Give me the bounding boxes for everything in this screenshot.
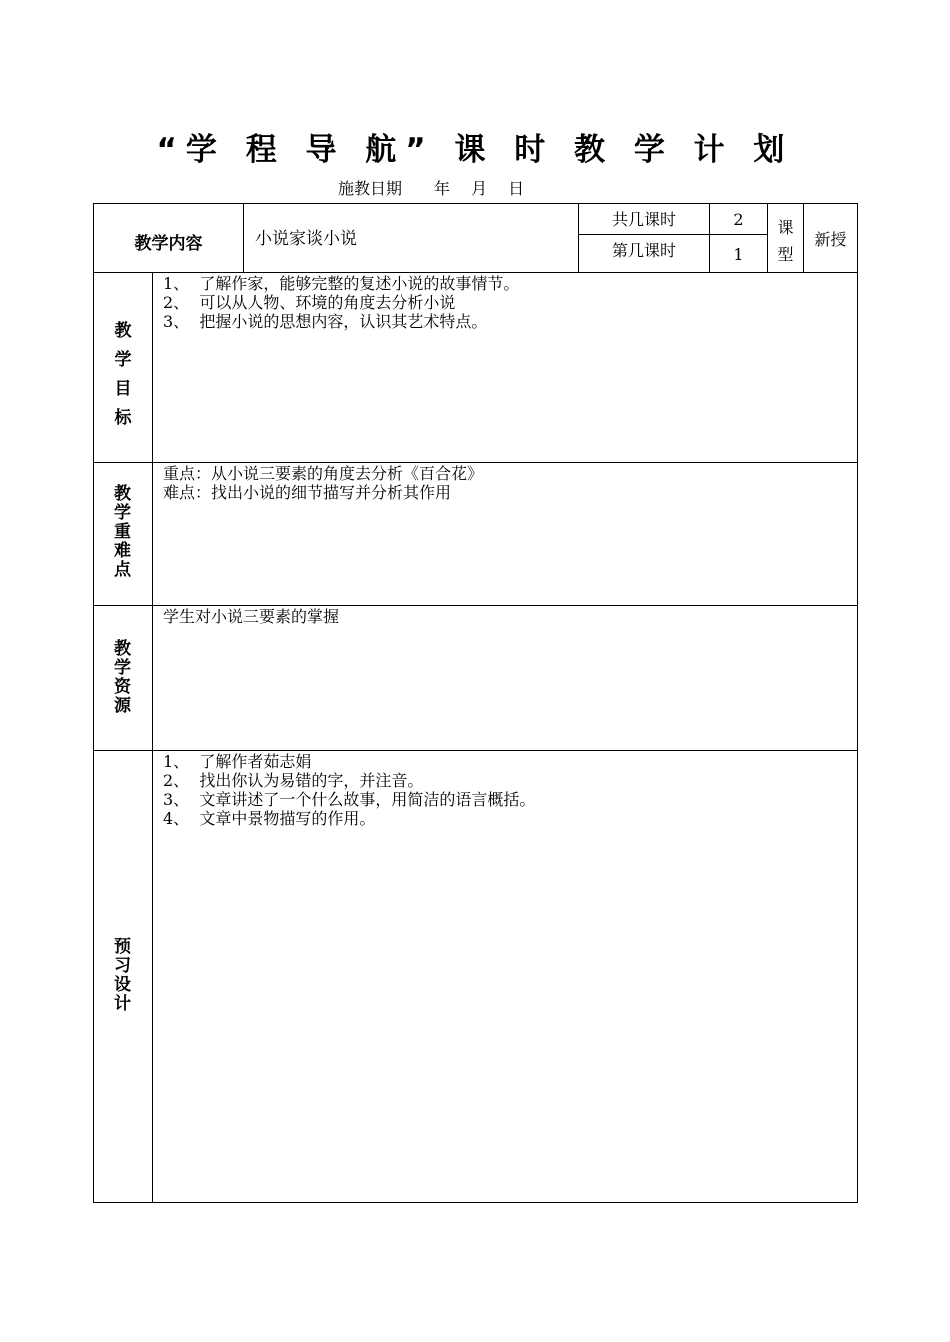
resources-list: [163, 607, 339, 626]
list-item: 3、 文章讲述了一个什么故事，用简洁的语言概括。: [163, 790, 536, 809]
preview-list: [163, 752, 535, 828]
table-border-bottom: [93, 1202, 858, 1203]
list-item: 2、 找出你认为易错的字，并注音。: [163, 771, 424, 790]
list-item: 重点：从小说三要素的角度去分析《百合花》: [163, 464, 484, 483]
list-item: 学生对小说三要素的掌握: [163, 607, 340, 626]
list-item: 3、 把握小说的思想内容，认识其艺术特点。: [163, 312, 488, 331]
list-item: 1、 了解作家，能够完整的复述小说的故事情节。: [163, 274, 520, 293]
table-border-right: [857, 203, 858, 1203]
preview-label: 预习设计: [114, 937, 131, 1014]
total-periods-label: 共几课时: [611, 210, 676, 229]
list-item: 难点：找出小说的细节描写并分析其作用: [163, 483, 452, 502]
content-value: 小说家谈小说: [255, 229, 357, 249]
key-points-label: 教学重难点: [114, 484, 131, 580]
list-item: 4、 文章中景物描写的作用。: [163, 809, 376, 828]
period-index-value: 1: [733, 245, 744, 264]
list-item: 2、 可以从人物、环境的角度去分析小说: [163, 293, 456, 312]
teaching-date-line: 施教日期 年 月 日: [338, 179, 525, 198]
row-divider-keypoints: [93, 605, 858, 606]
list-item: 1、 了解作者茹志娟: [163, 752, 312, 771]
row-divider-objectives: [93, 462, 858, 463]
content-label: 教学内容: [134, 234, 203, 254]
resources-label: 教学资源: [114, 639, 131, 716]
header-col-line-1: [243, 203, 244, 273]
page-title: “学 程 导 航” 课 时 教 学 计 划: [156, 132, 794, 168]
total-periods-value: 2: [733, 210, 744, 229]
lesson-type-value: 新授: [814, 230, 847, 249]
key-points-list: [163, 464, 483, 502]
lesson-type-label: 课 型: [777, 218, 794, 264]
label-column-line: [152, 272, 153, 1203]
row-divider-resources: [93, 750, 858, 751]
row-divider-header: [93, 272, 858, 273]
period-index-label: 第几课时: [611, 241, 676, 260]
objectives-label: 教 学 目 标: [114, 321, 132, 428]
objectives-list: [163, 274, 519, 331]
table-border-top: [93, 203, 858, 204]
header-split-line: [578, 234, 768, 235]
